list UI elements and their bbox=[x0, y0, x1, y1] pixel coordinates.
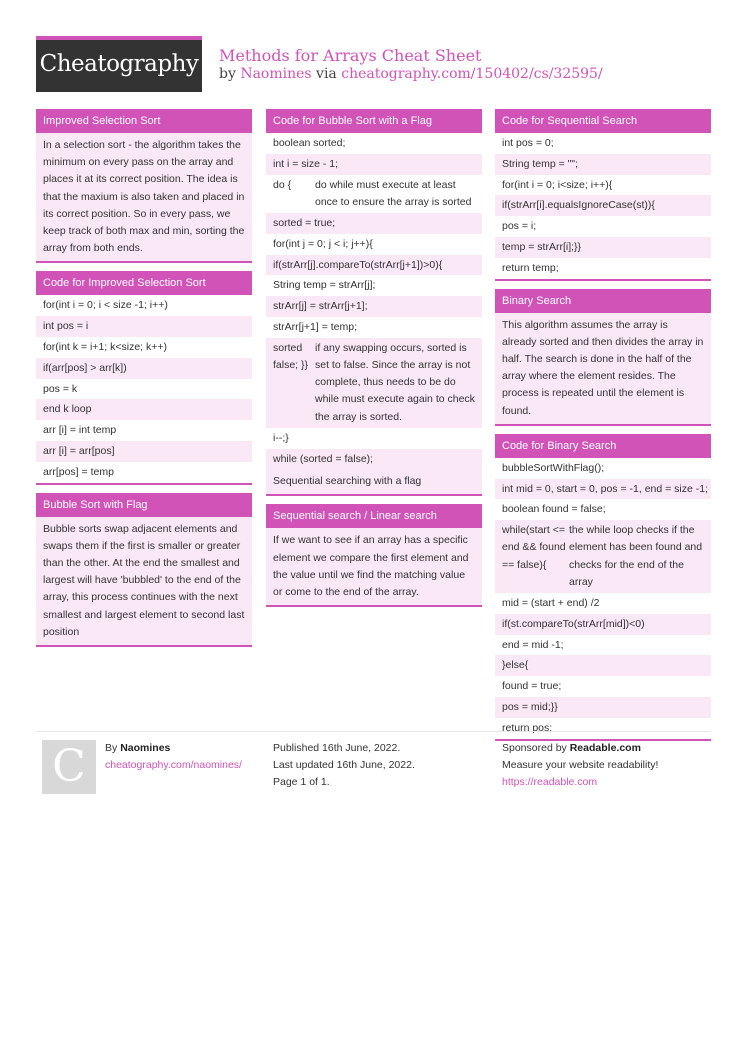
code-row: for(int j = 0; j < i; j++){ bbox=[266, 234, 482, 255]
section-text: Bubble sorts swap adjacent elements and swaps them if the first is smaller or greater than the other. At the end the smallest and largest will have 'bubbled' to the end of the array, this process continues with the next smallest and largest element to second last position bbox=[43, 522, 245, 638]
code-row: int mid = 0, start = 0, pos = -1, end = size -1; bbox=[502, 482, 709, 495]
footer-divider bbox=[36, 731, 711, 732]
code-row: return temp; bbox=[495, 258, 711, 279]
section-title: Code for Bubble Sort with a Flag bbox=[266, 109, 482, 133]
code-row: for(int i = 0; i < size -1; i++) bbox=[36, 295, 252, 316]
footer-page: Page 1 of 1. bbox=[273, 776, 330, 788]
code-row bbox=[266, 175, 482, 213]
code-comment: do while must execute at least once to ensure the array is sorted bbox=[315, 178, 472, 208]
code-row: mid = (start + end) /2 bbox=[495, 593, 711, 614]
section-title: Code for Sequential Search bbox=[495, 109, 711, 133]
byline-by: by bbox=[219, 66, 236, 82]
section-code-improved-selection-sort bbox=[36, 271, 252, 484]
code-row: if(strArr[j].compareTo(strArr[j+1])>0){ bbox=[273, 258, 443, 271]
footer-sponsored-by: Sponsored by bbox=[502, 742, 567, 754]
code-row: boolean sorted; bbox=[266, 133, 482, 154]
column-3 bbox=[495, 109, 711, 749]
code-row: bubbleSortWithFlag(); bbox=[495, 458, 711, 479]
code-key: do { bbox=[273, 178, 292, 191]
author-link[interactable]: Naomines bbox=[240, 66, 312, 82]
sheet-url-link[interactable]: cheatography.com/150402/cs/32595/ bbox=[341, 66, 603, 82]
section-code-binary-search bbox=[495, 434, 711, 741]
section-text: If we want to see if an array has a specific element we compare the first element and the value until we find the matching value or come to the end of the array. bbox=[273, 534, 469, 598]
footer-author bbox=[105, 740, 242, 774]
page-title: Methods for Arrays Cheat Sheet bbox=[219, 46, 482, 65]
code-row bbox=[266, 338, 482, 428]
code-row: arr [i] = int temp bbox=[36, 420, 252, 441]
logo-text: Cheatography bbox=[39, 51, 199, 77]
section-binary-search bbox=[495, 289, 711, 426]
footer-sponsor-tagline: Measure your website readability! bbox=[502, 759, 659, 771]
column-1 bbox=[36, 109, 252, 655]
footer-dates bbox=[273, 740, 415, 791]
code-row: if(arr[pos] > arr[k]) bbox=[43, 361, 127, 374]
code-row: pos = mid;}} bbox=[502, 700, 558, 713]
code-row: end k loop bbox=[43, 403, 92, 416]
code-row: return pos; bbox=[495, 718, 711, 739]
footer-updated: Last updated 16th June, 2022. bbox=[273, 759, 415, 771]
code-row: strArr[j+1] = temp; bbox=[266, 317, 482, 338]
code-row: boolean found = false; bbox=[495, 499, 711, 520]
code-row: pos = i; bbox=[495, 216, 711, 237]
section-title: Bubble Sort with Flag bbox=[36, 493, 252, 517]
section-text: In a selection sort - the algorithm takes the minimum on every pass on the array and places it at its correct position. The idea is that the maxium is also taken and placed in its correct position. So in every pass, we keep track of both max and min, sorting the array from both ends. bbox=[43, 139, 245, 255]
section-sequential-search bbox=[266, 504, 482, 607]
section-improved-selection-sort bbox=[36, 109, 252, 263]
code-row: for(int k = i+1; k<size; k++) bbox=[36, 337, 252, 358]
code-row: }else{ bbox=[502, 659, 529, 672]
section-title: Sequential search / Linear search bbox=[266, 504, 482, 528]
code-row: pos = k bbox=[36, 379, 252, 400]
footer-published: Published 16th June, 2022. bbox=[273, 742, 401, 754]
footer-author-name[interactable]: Naomines bbox=[120, 742, 171, 754]
code-row: temp = strArr[i];}} bbox=[502, 240, 582, 253]
code-row: if(st.compareTo(strArr[mid])<0) bbox=[502, 617, 645, 630]
section-text: This algorithm assumes the array is already sorted and then divides the array in half. The search is done in the half of the array where the element resides. The process is repeated until the element is found. bbox=[502, 318, 704, 417]
code-row: if(strArr[i].equalsIgnoreCase(st)){ bbox=[502, 199, 655, 212]
author-avatar: C bbox=[42, 740, 96, 794]
code-row: int pos = 0; bbox=[495, 133, 711, 154]
footer-by: By bbox=[105, 742, 118, 754]
code-row: String temp = ""; bbox=[502, 157, 579, 170]
section-bubble-sort-with-flag bbox=[36, 493, 252, 647]
code-row: sorted = true; bbox=[273, 217, 336, 229]
footer-sponsor-url[interactable]: https://readable.com bbox=[502, 776, 598, 788]
footer-sponsor-name: Readable.com bbox=[569, 742, 641, 754]
cheatography-logo[interactable] bbox=[36, 36, 202, 92]
code-row: i--;} bbox=[266, 428, 482, 449]
code-row: found = true; bbox=[495, 676, 711, 697]
code-row: while (sorted = false); bbox=[273, 452, 374, 465]
section-code-sequential-search bbox=[495, 109, 711, 281]
code-key: sorted false; }} bbox=[273, 341, 309, 371]
code-row: int i = size - 1; bbox=[273, 157, 339, 170]
code-row: strArr[j] = strArr[j+1]; bbox=[273, 300, 368, 313]
section-title: Improved Selection Sort bbox=[36, 109, 252, 133]
section-note: Sequential searching with a flag bbox=[273, 475, 422, 488]
section-title: Code for Binary Search bbox=[495, 434, 711, 458]
column-2 bbox=[266, 109, 482, 615]
code-row: end = mid -1; bbox=[495, 635, 711, 656]
code-row: arr[pos] = temp bbox=[36, 462, 252, 483]
code-key: while(start <= end && found == false){ bbox=[502, 524, 566, 571]
code-row: arr [i] = arr[pos] bbox=[43, 445, 115, 457]
section-code-bubble-sort-flag bbox=[266, 109, 482, 496]
section-title: Binary Search bbox=[495, 289, 711, 313]
code-row: int pos = i bbox=[43, 320, 89, 333]
footer-author-url[interactable]: cheatography.com/naomines/ bbox=[105, 759, 242, 771]
code-row: for(int i = 0; i<size; i++){ bbox=[495, 175, 711, 196]
code-row bbox=[495, 520, 711, 593]
byline bbox=[219, 66, 603, 82]
code-comment: the while loop checks if the element has been found and checks for the end of the array bbox=[569, 524, 703, 588]
byline-via: via bbox=[316, 66, 337, 82]
code-comment: if any swapping occurs, sorted is set to false. Since the array is not complete, thus needs to be do while must execute again to check the array is sorted. bbox=[315, 341, 475, 423]
code-row: String temp = strArr[j]; bbox=[266, 275, 482, 296]
footer-sponsor bbox=[502, 740, 658, 791]
section-title: Code for Improved Selection Sort bbox=[36, 271, 252, 295]
